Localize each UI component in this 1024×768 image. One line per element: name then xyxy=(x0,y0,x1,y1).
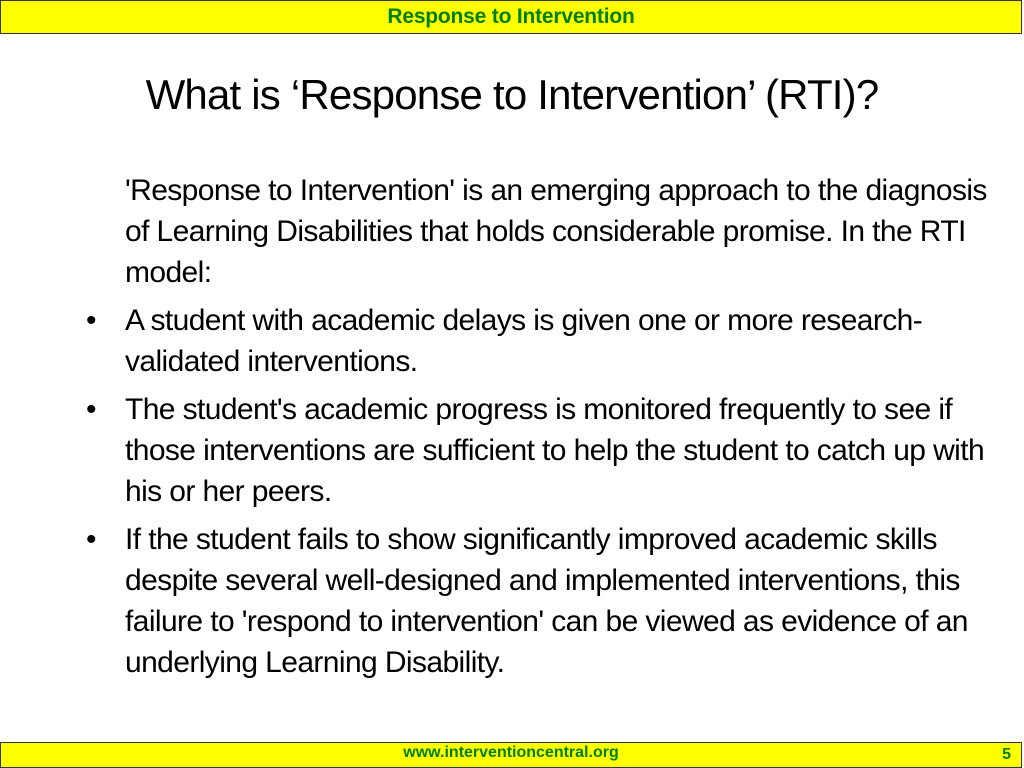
bullet-icon: • xyxy=(86,304,96,337)
slide-title: What is ‘Response to Intervention’ (RTI)? xyxy=(145,71,879,118)
slide-body xyxy=(70,170,990,690)
bullet-text: If the student fails to show significantly improved academic skills despite several well-designed and implemented interventions, this failure to 'respond to intervention' can be viewed as evidence of an underlying Learning Disability. xyxy=(125,523,968,679)
bullet-text: The student's academic progress is monitored frequently to see if those interventions are sufficient to help the student to catch up with his or her peers. xyxy=(125,393,985,508)
bullet-item xyxy=(70,519,990,683)
bullet-item xyxy=(70,389,990,512)
bottom-banner xyxy=(0,742,1022,768)
intro-paragraph: 'Response to Intervention' is an emerging approach to the diagnosis of Learning Disabilities that holds considerable promise. In the RTI model: xyxy=(125,174,987,289)
banner-title: Response to Intervention xyxy=(387,5,635,28)
page-number: 5 xyxy=(1002,746,1011,763)
bullet-item xyxy=(70,300,990,382)
top-banner xyxy=(0,0,1022,34)
bullet-text: A student with academic delays is given one or more research-validated interventions. xyxy=(125,304,923,378)
bullet-icon: • xyxy=(86,393,96,426)
bullet-icon: • xyxy=(86,523,96,556)
footer-url: www.interventioncentral.org xyxy=(403,744,619,761)
